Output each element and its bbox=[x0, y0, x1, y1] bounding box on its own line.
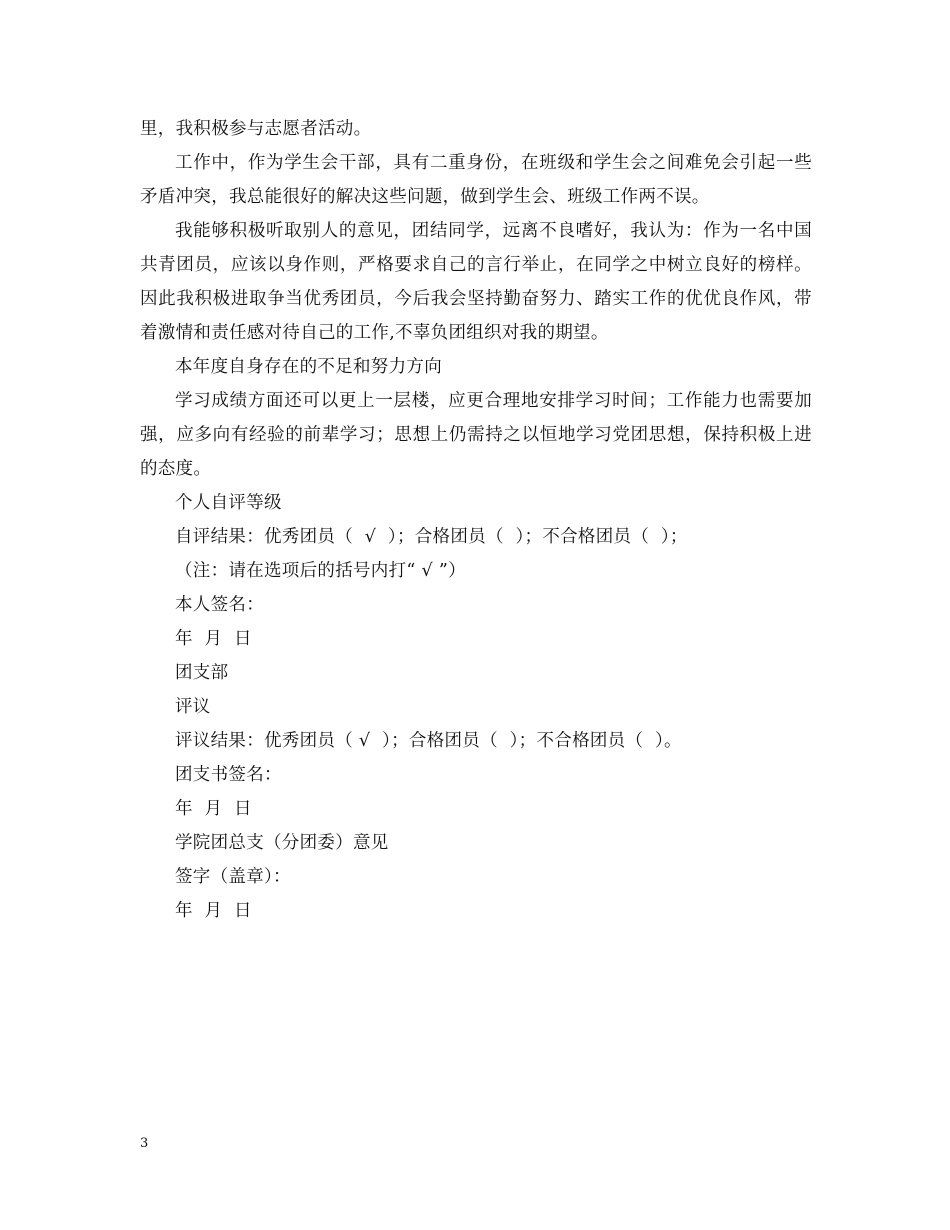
paragraph-volunteer: 里，我积极参与志愿者活动。 bbox=[140, 119, 372, 139]
date-college: 年 月 日 bbox=[175, 901, 252, 921]
date-branch: 年 月 日 bbox=[175, 799, 252, 819]
paragraph-improvement: 学习成绩方面还可以更上一层楼，应更合理地安排学习时间；工作能力也需要加强，应多向有经验的前辈学习；思想上仍需持之以恒地学习党团思想，保持积极上进的态度。 bbox=[140, 391, 812, 479]
heading-review: 评议 bbox=[175, 697, 211, 717]
heading-self-evaluation: 个人自评等级 bbox=[175, 493, 282, 513]
review-result: 评议结果：优秀团员（ √ ）；合格团员（ ）；不合格团员（ ）。 bbox=[175, 731, 682, 751]
paragraph-attitude: 我能够积极听取别人的意见，团结同学，远离不良嗜好，我认为：作为一名中国共青团员，应该以身作则，严格要求自己的言行举止，在同学之中树立良好的榜样。因此我积极进取争当优秀团员，今后我会坚持勤奋努力、踏实工作的优优良作风，带着激情和责任感对待自己的工作,不辜负团组织对我的期望。 bbox=[140, 221, 812, 343]
paragraph-work: 工作中，作为学生会干部，具有二重身份，在班级和学生会之间难免会引起一些矛盾冲突，我总能很好的解决这些问题，做到学生会、班级工作两不误。 bbox=[140, 153, 812, 207]
note-check-mark: （注：请在选项后的括号内打“ √ ”） bbox=[175, 561, 466, 581]
page-number: 3 bbox=[140, 1136, 149, 1151]
document-body bbox=[140, 112, 812, 928]
date-self: 年 月 日 bbox=[175, 629, 252, 649]
section-heading-shortcomings: 本年度自身存在的不足和努力方向 bbox=[175, 357, 442, 377]
signature-seal: 签字（盖章）： bbox=[175, 867, 291, 887]
self-evaluation-result: 自评结果：优秀团员（ √ ）；合格团员（ ）；不合格团员（ ）； bbox=[175, 527, 688, 547]
signature-self: 本人签名： bbox=[175, 595, 264, 615]
heading-college-opinion: 学院团总支（分团委）意见 bbox=[175, 833, 389, 853]
heading-league-branch: 团支部 bbox=[175, 663, 229, 683]
signature-branch-secretary: 团支书签名： bbox=[175, 765, 282, 785]
